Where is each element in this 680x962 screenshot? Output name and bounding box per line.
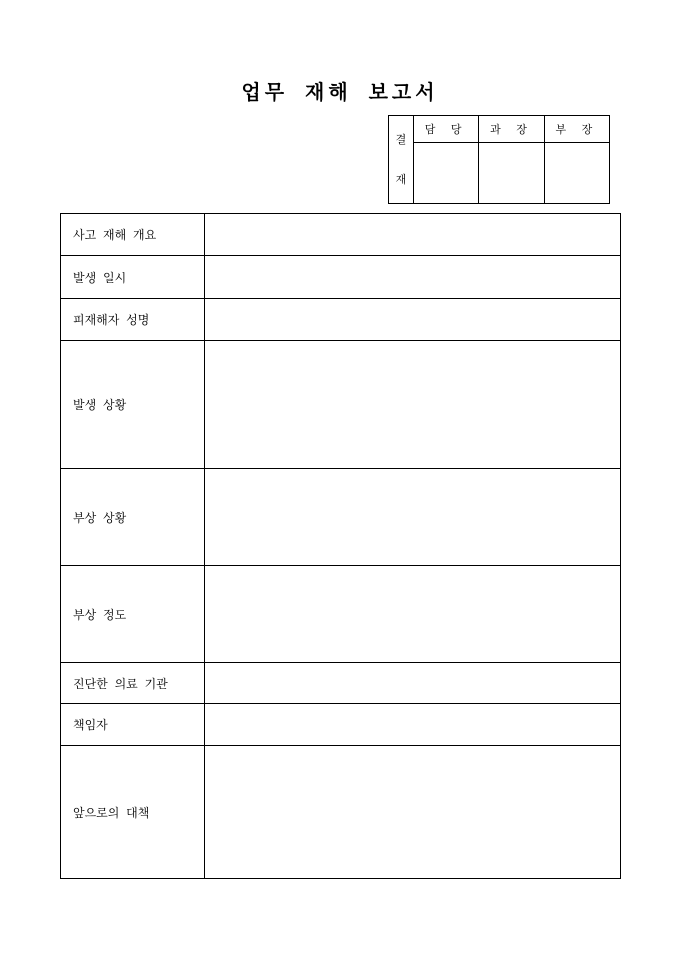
approval-side-top: 결 xyxy=(395,132,407,146)
approval-header-manager: 담 당 xyxy=(414,116,479,143)
form-row xyxy=(61,299,621,341)
approval-box xyxy=(388,115,610,204)
label-victim-name: 피재해자 성명 xyxy=(61,299,205,341)
label-accident-summary: 사고 재해 개요 xyxy=(61,214,205,256)
field-victim-name[interactable] xyxy=(205,299,621,341)
field-accident-summary[interactable] xyxy=(205,214,621,256)
approval-side-label xyxy=(389,116,414,204)
approval-header-department-head: 부 장 xyxy=(544,116,609,143)
form-row xyxy=(61,341,621,469)
approval-sign-section-chief[interactable] xyxy=(479,143,544,204)
form-row xyxy=(61,469,621,566)
label-occurrence-situation: 발생 상황 xyxy=(61,341,205,469)
label-future-measures: 앞으로의 대책 xyxy=(61,746,205,879)
field-injury-situation[interactable] xyxy=(205,469,621,566)
label-injury-situation: 부상 상황 xyxy=(61,469,205,566)
form-row xyxy=(61,256,621,299)
approval-sign-manager[interactable] xyxy=(414,143,479,204)
form-row xyxy=(61,704,621,746)
report-form xyxy=(60,213,621,879)
label-occurrence-datetime: 발생 일시 xyxy=(61,256,205,299)
field-responsible-person[interactable] xyxy=(205,704,621,746)
field-occurrence-datetime[interactable] xyxy=(205,256,621,299)
document-title: 업무 재해 보고서 xyxy=(241,80,439,104)
label-responsible-person: 책임자 xyxy=(61,704,205,746)
approval-side-bottom: 재 xyxy=(395,172,407,186)
approval-sign-department-head[interactable] xyxy=(544,143,609,204)
field-injury-severity[interactable] xyxy=(205,566,621,663)
form-row xyxy=(61,566,621,663)
form-row xyxy=(61,214,621,256)
form-row xyxy=(61,746,621,879)
field-occurrence-situation[interactable] xyxy=(205,341,621,469)
field-diagnosing-institution[interactable] xyxy=(205,663,621,704)
label-injury-severity: 부상 정도 xyxy=(61,566,205,663)
form-row xyxy=(61,663,621,704)
approval-header-section-chief: 과 장 xyxy=(479,116,544,143)
label-diagnosing-institution: 진단한 의료 기관 xyxy=(61,663,205,704)
field-future-measures[interactable] xyxy=(205,746,621,879)
